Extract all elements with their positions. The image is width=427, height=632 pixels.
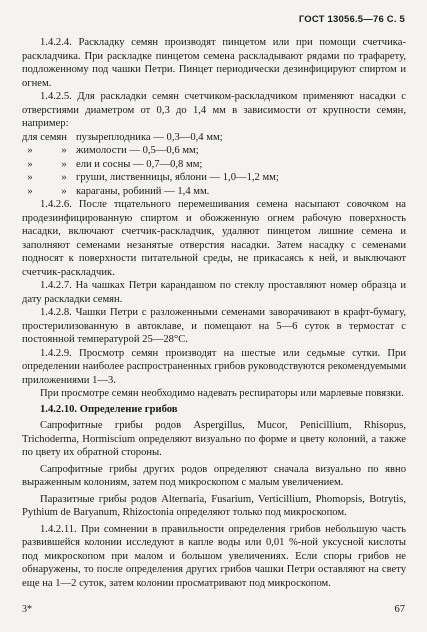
paragraph-parasites: Паразитные грибы родов Alternaria, Fusarium, Verticillium, Phomopsis, Botrytis, Pythium de Baryanum, Rhizoctonia определяют только под микроскопом. xyxy=(22,493,406,518)
paragraph-saprophytes-visual: Сапрофитные грибы родов Aspergillus, Mucor, Penicillium, Rhisopus, Trichoderma, Hormiscium определяют визуально по форме и цвету колоний, а также по цвету их обратной стороны. xyxy=(22,420,406,458)
ditto-mark: » xyxy=(61,185,67,197)
paragraph-1-4-2-9: 1.4.2.9. Просмотр семян производят на шестые или седьмые сутки. При определении наиболее распространенных грибов руководствуются рекомендуемыми приложениями 1—3. xyxy=(22,347,406,386)
ditto-mark: » xyxy=(61,145,67,156)
ditto-mark: » xyxy=(61,172,67,183)
list-item-text: пузыреплодника — 0,3—0,4 мм; xyxy=(76,131,223,143)
list-item-text: ели и сосны — 0,7—0,8 мм; xyxy=(76,158,203,170)
page-header: ГОСТ 13056.5—76 С. 5 xyxy=(298,14,405,25)
paragraph-1-4-2-5: 1.4.2.5. Для раскладки семян счетчиком-раскладчиком применяют насадки с отверстиями диаметром от 0,3 до 1,4 мм в зависимости от крупности семян, например: xyxy=(22,91,406,129)
paragraph-1-4-2-11: 1.4.2.11. При сомнении в правильности определения грибов небольшую часть развившейся колонии исследуют в капле воды или 0,01 %-ной уксусной кислоты под микроскопом при малом и большом увеличениях. Если споры грибов не обнаружены, то после определения других грибов чашки Петри оставляют на свету еще на 1—2 суток, затем колонии просматривают под микроскопом. xyxy=(22,523,406,589)
list-item-text: груши, лиственницы, яблони — 1,0—1,2 мм; xyxy=(76,172,279,183)
ditto-mark: » xyxy=(27,172,33,183)
page-number: 67 xyxy=(394,604,405,615)
list-item-text: караганы, робиний — 1,4 мм. xyxy=(76,185,210,197)
ditto-mark: » xyxy=(27,145,33,156)
list-item xyxy=(22,185,406,199)
paragraph-1-4-2-6: 1.4.2.6. После тщательного перемешивания семена насыпают совочком на продезинфицированную спиртом и обожженную огнем рабочую поверхность насадки, включают счетчик-раскладчик, удаляют пинцетом лишние семена и заполняют семенами незанятые отверстия насадки. Затем насадку с семенами подносят к поверхности питательной среды, не прикасаясь к ней, и выключают счетчик-раскладчик. xyxy=(22,199,406,278)
list-item-text: жимолости — 0,5—0,6 мм; xyxy=(76,145,199,156)
paragraph-saprophytes-other: Сапрофитные грибы других родов определяют сначала визуально по явно выраженным колониям, затем под микроскопом с малым увеличением. xyxy=(22,463,406,488)
paragraph-1-4-2-7: 1.4.2.7. На чашках Петри карандашом по стеклу проставляют номер образца и дату раскладки семян. xyxy=(22,280,406,305)
seed-size-list xyxy=(22,131,406,199)
ditto-mark: » xyxy=(27,185,33,197)
document-body xyxy=(22,36,406,590)
paragraph-1-4-2-4: 1.4.2.4. Раскладку семян производят пинцетом или при помощи счетчика-раскладчика. При раскладке пинцетом семена раскладывают рядами по трафарету, подложенному под чашки Петри. Пинцет периодически дезинфицируют спиртом и огнем. xyxy=(22,37,406,89)
paragraph-1-4-2-8: 1.4.2.8. Чашки Петри с разложенными семенами заворачивают в крафт-бумагу, простерилизованную в автоклаве, и помещают на 5—6 суток в термостат с постоянной температурой 25—28°С. xyxy=(22,307,406,345)
list-item xyxy=(22,144,406,158)
list-item xyxy=(22,171,406,185)
ditto-mark: » xyxy=(27,158,33,170)
paragraph-respirators: При просмотре семян необходимо надевать респираторы или марлевые повязки. xyxy=(40,388,404,399)
list-lead: для семян xyxy=(22,131,67,143)
ditto-mark: » xyxy=(61,158,67,170)
list-item xyxy=(22,158,406,172)
section-heading: 1.4.2.10. Определение грибов xyxy=(40,403,178,415)
footer-signature-mark: 3* xyxy=(22,604,32,615)
list-item xyxy=(22,131,406,145)
